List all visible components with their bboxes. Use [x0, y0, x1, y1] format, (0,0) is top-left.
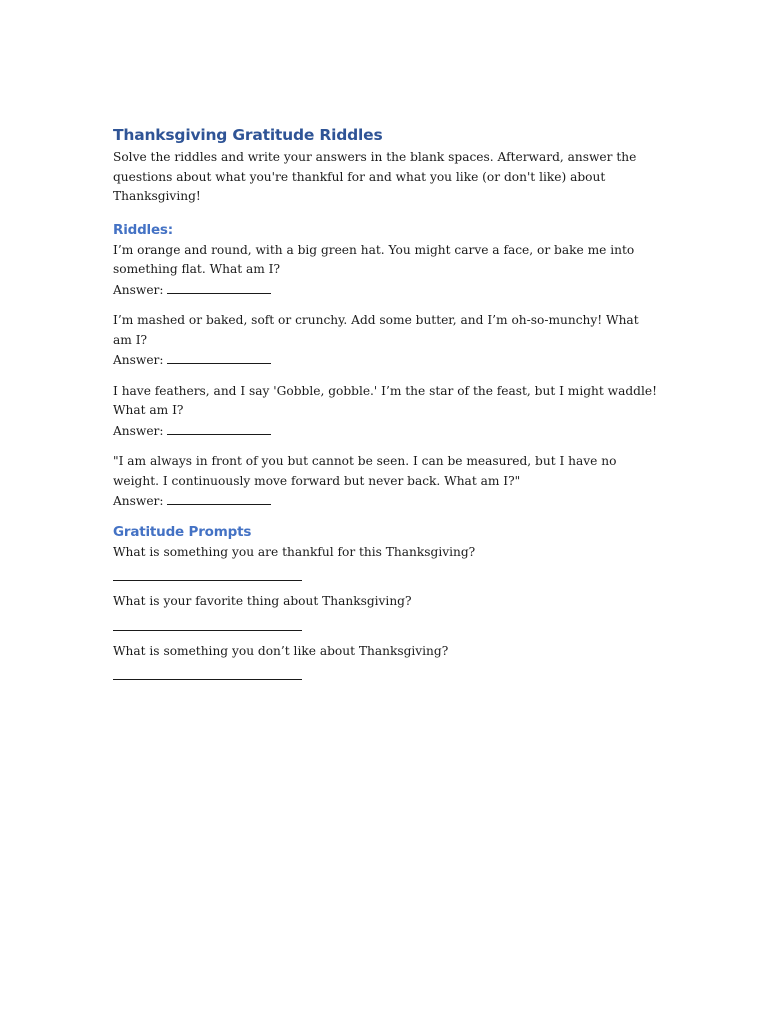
- gratitude-heading: Gratitude Prompts: [113, 523, 252, 540]
- answer-label: Answer:: [113, 494, 164, 508]
- prompt-answer-blank[interactable]: [113, 661, 302, 680]
- prompt-answer-blank[interactable]: [113, 612, 302, 631]
- riddle-text: I’m orange and round, with a big green hat. You might carve a face, or bake me into something flat. What am I?: [113, 242, 635, 276]
- document-title: Thanksgiving Gratitude Riddles: [113, 126, 383, 144]
- prompt-text: What is your favorite thing about Thanksgiving?: [113, 594, 412, 608]
- gratitude-prompts-list: [113, 543, 658, 681]
- prompt-item: [113, 592, 658, 631]
- answer-line: [113, 350, 658, 371]
- answer-blank[interactable]: [167, 280, 271, 294]
- answer-line: [113, 491, 658, 512]
- riddles-heading: Riddles:: [113, 221, 173, 238]
- answer-blank[interactable]: [167, 421, 271, 435]
- riddle-text: I have feathers, and I say 'Gobble, gobble.' I’m the star of the feast, but I might waddle! What am I?: [113, 383, 657, 417]
- prompt-text: What is something you are thankful for this Thanksgiving?: [113, 544, 476, 559]
- prompt-item: [113, 543, 658, 582]
- prompt-text: What is something you don’t like about Thanksgiving?: [113, 643, 449, 658]
- answer-blank[interactable]: [167, 491, 271, 505]
- riddle-item: [113, 382, 658, 442]
- riddle-item: [113, 241, 658, 301]
- prompt-item: [113, 642, 658, 681]
- answer-label: Answer:: [113, 353, 164, 367]
- document-page: [113, 124, 658, 691]
- riddle-text: I’m mashed or baked, soft or crunchy. Add some butter, and I’m oh-so-munchy! What am I?: [113, 313, 639, 347]
- answer-label: Answer:: [113, 282, 164, 297]
- prompt-answer-blank[interactable]: [113, 562, 302, 581]
- riddles-list: [113, 241, 658, 512]
- answer-blank[interactable]: [167, 350, 271, 364]
- riddle-text: "I am always in front of you but cannot be seen. I can be measured, but I have no weight. I continuously move forward but never back. What am I?": [113, 454, 617, 488]
- answer-line: [113, 421, 658, 442]
- riddle-item: [113, 452, 658, 512]
- answer-line: [113, 280, 658, 301]
- intro-paragraph: Solve the riddles and write your answers in the blank spaces. Afterward, answer the questions about what you're thankful for and what you like (or don't like) about Thanksgiving!: [113, 150, 637, 203]
- answer-label: Answer:: [113, 423, 164, 438]
- riddle-item: [113, 311, 658, 371]
